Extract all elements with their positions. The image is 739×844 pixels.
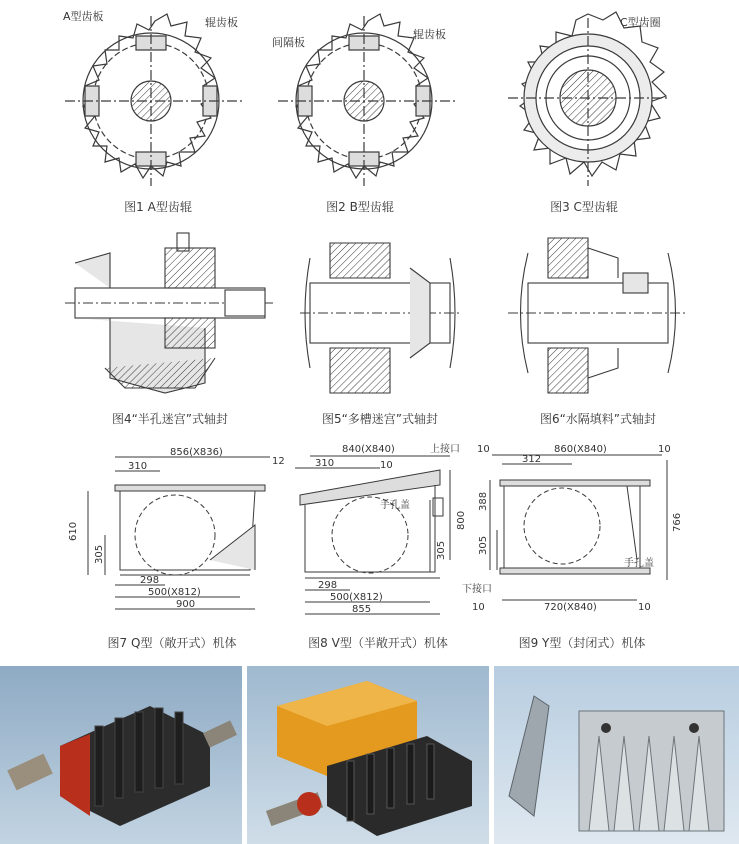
fig9-dim-mid: 305 <box>478 535 489 555</box>
fig7-dim-inner: 310 <box>128 461 148 472</box>
fig8-label-hand-hole: 手孔盖 <box>380 500 410 511</box>
fig7-dim-low: 298 <box>140 575 160 586</box>
fig8-dim-slope: 10 <box>380 460 393 471</box>
fig8-dim-left: 12 <box>272 456 285 467</box>
fig3-label-a: C型齿圈 <box>620 16 661 29</box>
fig9-dim-top: 860(X840) <box>554 444 607 455</box>
fig4-caption: 图4“半孔迷宫”式轴封 <box>111 412 229 426</box>
fig7-dim-base2: 900 <box>176 599 196 610</box>
fig1-label-a: A型齿板 <box>63 10 104 23</box>
figure-9-y-type-closed-housing <box>462 440 692 620</box>
fig8-dim-inner: 310 <box>315 458 335 469</box>
figure-1-a-type-roller <box>55 6 255 216</box>
fig7-caption: 图7 Q型（敞开式）机体 <box>107 636 237 650</box>
fig8-dim-mid: 305 <box>436 540 447 560</box>
fig8-dim-height: 800 <box>456 510 467 530</box>
fig9-dim-br: 10 <box>638 602 651 613</box>
fig2-caption: 图2 B型齿辊 <box>326 200 394 214</box>
fig9-dim-right: 10 <box>658 444 671 455</box>
figure-5-multi-groove-labyrinth-seal <box>300 228 460 403</box>
fig9-dim-upper: 388 <box>478 491 489 511</box>
fig9-dim-inner: 312 <box>522 454 542 465</box>
fig7-dim-top: 856(X836) <box>170 447 223 458</box>
fig8-dim-base2: 855 <box>352 604 372 615</box>
fig2-label-b: 辊齿板 <box>413 28 446 41</box>
fig2-label-a: 间隔板 <box>272 36 305 49</box>
fig1-caption: 图1 A型齿辊 <box>124 200 192 214</box>
fig8-dim-top: 840(X840) <box>342 444 395 455</box>
fig9-dim-base: 720(X840) <box>544 602 597 613</box>
fig9-dim-left: 10 <box>477 444 490 455</box>
figure-6-water-packing-seal <box>508 228 688 403</box>
figure-2-b-type-roller <box>268 6 468 216</box>
fig3-caption: 图3 C型齿辊 <box>550 200 618 214</box>
fig1-label-b: 辊齿板 <box>205 16 238 29</box>
fig9-caption: 图9 Y型（封闭式）机体 <box>518 636 646 650</box>
figure-8-v-type-half-open-housing <box>270 440 485 620</box>
fig9-label-outlet: 下接口 <box>462 584 492 595</box>
fig8-dim-low: 298 <box>318 580 338 591</box>
figure-7-q-type-open-housing <box>60 445 275 620</box>
fig7-dim-mid: 305 <box>94 544 105 564</box>
fig5-caption: 图5“多槽迷宫”式轴封 <box>321 412 439 426</box>
figure-4-half-hole-labyrinth-seal <box>65 228 275 403</box>
photo-tooth-plates <box>494 666 739 844</box>
fig6-caption: 图6“水隔填料”式轴封 <box>539 412 657 426</box>
photo-toothed-roller <box>0 666 242 844</box>
fig9-dim-height: 766 <box>672 512 683 532</box>
fig8-label-inlet: 上接口 <box>430 444 460 455</box>
fig8-caption: 图8 V型（半敞开式）机体 <box>308 636 448 650</box>
fig9-dim-bl: 10 <box>472 602 485 613</box>
fig7-dim-base1: 500(X812) <box>148 587 201 598</box>
fig8-dim-base1: 500(X812) <box>330 592 383 603</box>
fig7-dim-height: 610 <box>68 521 79 541</box>
figure-3-c-type-roller <box>488 6 688 216</box>
fig9-label-hand-hole: 手孔盖 <box>624 558 654 569</box>
photo-roller-and-housing <box>247 666 489 844</box>
